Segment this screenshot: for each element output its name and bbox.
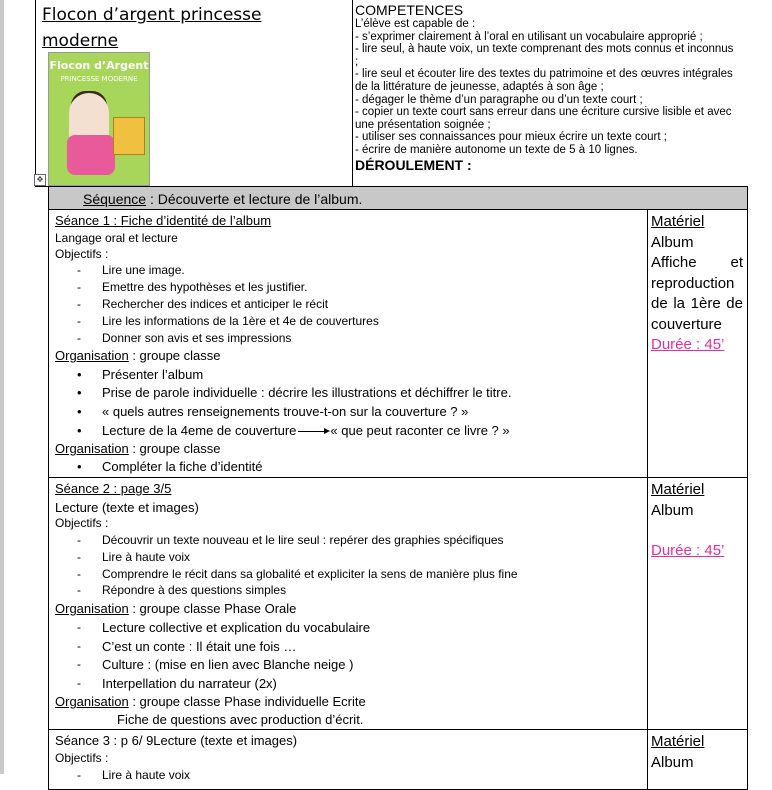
- competences-intro: L’élève est capable de :: [355, 18, 476, 30]
- sequence-label: Séquence: [83, 191, 147, 207]
- materiel-item: couverture: [651, 315, 722, 333]
- organisation-item: C’est un conte : Il était une fois …: [102, 639, 297, 654]
- cover-title: Flocon d’Argent: [49, 59, 149, 72]
- bullet-icon: •: [77, 367, 82, 382]
- competence-line: ;: [355, 55, 359, 68]
- dash-icon: -: [77, 768, 81, 782]
- objectif-item: Comprendre le récit dans sa globalité et expliciter la sens de manière plus fine: [102, 567, 518, 581]
- seance-1-content: [49, 210, 648, 477]
- objectif-item: Lire à haute voix: [102, 768, 191, 782]
- materiel-label: Matériel: [651, 213, 705, 230]
- competences-heading: COMPETENCES: [355, 2, 464, 18]
- dash-icon: -: [77, 331, 81, 345]
- materiel-item: Affiche et: [651, 254, 743, 271]
- objectif-item: Répondre à des questions simples: [102, 583, 287, 597]
- bullet-icon: •: [77, 385, 82, 400]
- organisation-item: Interpellation du narrateur (2x): [102, 676, 277, 691]
- objectif-item: Donner son avis et ses impressions: [102, 331, 292, 345]
- competence-line: - copier un texte court sans erreur dans une écriture cursive lisible et avec: [355, 106, 732, 119]
- competence-line: - s’exprimer clairement à l’oral en utilisant un vocabulaire approprié ;: [355, 30, 703, 43]
- bullet-icon: •: [77, 459, 82, 474]
- organisation-item: Lecture de la 4eme de couverture: [102, 423, 297, 438]
- seance-2-subject: Lecture (texte et images): [55, 500, 199, 515]
- dash-icon: -: [77, 657, 81, 671]
- seance-3-objectifs-label: Objectifs :: [55, 751, 109, 765]
- organisation-item-question: « que peut raconter ce livre ? »: [330, 423, 510, 438]
- organisation-item: Prise de parole individuelle : décrire les illustrations et déchiffrer le titre.: [102, 385, 512, 400]
- materiel-label: Matériel: [651, 733, 705, 750]
- seance-2-row: [48, 478, 748, 730]
- organisation-item-with-arrow: [102, 423, 510, 438]
- duree: Durée : 45’: [651, 336, 725, 353]
- seance-2-objectifs-label: Objectifs :: [55, 516, 109, 530]
- organisation-item: Lecture collective et explication du vocabulaire: [102, 620, 371, 635]
- deroulement-heading: DÉROULEMENT :: [355, 156, 472, 173]
- dash-icon: -: [77, 297, 81, 311]
- seance-1-subject: Langage oral et lecture: [55, 231, 178, 245]
- objectif-item: Lire à haute voix: [102, 550, 191, 564]
- organisation-label: Organisation: [55, 441, 129, 456]
- document-title: Flocon d’argent princesse moderne: [42, 5, 262, 51]
- dash-icon: -: [77, 620, 81, 634]
- organisation-text: : groupe classe Phase individuelle Ecrite: [128, 694, 366, 709]
- dash-icon: -: [77, 567, 81, 581]
- competence-line: - écrire de manière autonome un texte de 5 à 10 lignes.: [355, 143, 638, 156]
- left-margin-bar: [0, 0, 4, 774]
- objectif-item: Découvrir un texte nouveau et le lire seul : repérer des graphies spécifiques: [102, 533, 504, 547]
- organisation-text: : groupe classe: [128, 441, 221, 456]
- organisation-text: : groupe classe Phase Orale: [128, 601, 297, 616]
- materiel-item: Album: [651, 753, 694, 771]
- organisation-item: « quels autres renseignements trouve-t-on sur la couverture ? »: [102, 404, 469, 419]
- organisation-note: Fiche de questions avec production d’écrit.: [117, 712, 364, 727]
- materiel-item: reproduction: [651, 274, 735, 292]
- dash-icon: -: [77, 676, 81, 690]
- dash-icon: -: [77, 533, 81, 547]
- materiel-item: Album: [651, 233, 694, 251]
- seance-1-objectifs-label: Objectifs :: [55, 247, 109, 261]
- organisation-label: Organisation: [55, 694, 129, 709]
- spacer: [651, 521, 743, 541]
- dash-icon: -: [77, 263, 81, 277]
- objectif-item: Lire une image.: [102, 263, 185, 277]
- materiel-item: Album: [651, 501, 694, 519]
- seance-1-organisation-2: [55, 441, 221, 456]
- dash-icon: -: [77, 280, 81, 294]
- materiel-item: de la 1ère de: [651, 295, 743, 312]
- seance-3-materiel: [648, 730, 747, 789]
- competence-line: de la littérature de jeunesse, adaptés à son âge ;: [355, 80, 604, 93]
- seance-2-title: Séance 2 : page 3/5: [55, 481, 172, 496]
- header-box: [35, 0, 353, 187]
- materiel-label: Matériel: [651, 481, 705, 498]
- organisation-text: : groupe classe: [128, 348, 221, 363]
- seance-2-materiel: [648, 478, 747, 729]
- seance-1-row: [48, 210, 748, 478]
- seance-3-row: [48, 730, 748, 790]
- organisation-label: Organisation: [55, 601, 129, 616]
- competences-block: [355, 2, 765, 173]
- sequence-header: [48, 186, 748, 210]
- organisation-item: Culture : (mise en lien avec Blanche neige ): [102, 657, 354, 672]
- sequence-text: : Découverte et lecture de l’album.: [146, 191, 363, 207]
- dash-icon: -: [77, 314, 81, 328]
- cover-illustration-dress: [67, 135, 115, 175]
- competence-line: - lire seul, à haute voix, un texte comprenant des mots connus et inconnus: [355, 43, 734, 56]
- competence-line: - lire seul et écouter lire des textes du patrimoine et des œuvres intégrales: [355, 68, 733, 81]
- dash-icon: -: [77, 550, 81, 564]
- book-cover-image: [48, 52, 150, 186]
- duree: Durée : 45’: [651, 542, 725, 559]
- competence-line: - utiliser ses connaissances pour mieux écrire un texte court ;: [355, 131, 667, 144]
- bullet-icon: •: [77, 423, 82, 438]
- seance-1-organisation-1: [55, 348, 221, 363]
- seance-2-organisation-2: [55, 694, 366, 709]
- organisation-item: Compléter la fiche d’identité: [102, 459, 263, 474]
- seance-2-content: [49, 478, 648, 729]
- competence-line: - dégager le thème d’un paragraphe ou d’un texte court ;: [355, 93, 643, 106]
- table-move-handle-icon[interactable]: ✥: [34, 174, 46, 186]
- seance-1-materiel: [648, 210, 747, 477]
- arrow-right-icon: [298, 431, 328, 432]
- dash-icon: -: [77, 639, 81, 653]
- competence-line: une présentation soignée ;: [355, 118, 491, 131]
- seance-3-title: Séance 3 : p 6/ 9Lecture (texte et images): [55, 733, 298, 748]
- cover-subtitle: PRINCESSE MODERNE: [60, 75, 138, 83]
- seance-3-content: [49, 730, 648, 789]
- cover-illustration-computer: [113, 117, 145, 155]
- objectif-item: Emettre des hypothèses et les justifier.: [102, 280, 308, 294]
- bullet-icon: •: [77, 404, 82, 419]
- objectif-item: Rechercher des indices et anticiper le récit: [102, 297, 329, 311]
- organisation-item: Présenter l’album: [102, 367, 204, 382]
- seance-1-title: Séance 1 : Fiche d’identité de l’album: [55, 213, 272, 228]
- organisation-label: Organisation: [55, 348, 129, 363]
- objectif-item: Lire les informations de la 1ère et 4e de couvertures: [102, 314, 379, 328]
- seance-2-organisation-1: [55, 601, 296, 616]
- dash-icon: -: [77, 583, 81, 597]
